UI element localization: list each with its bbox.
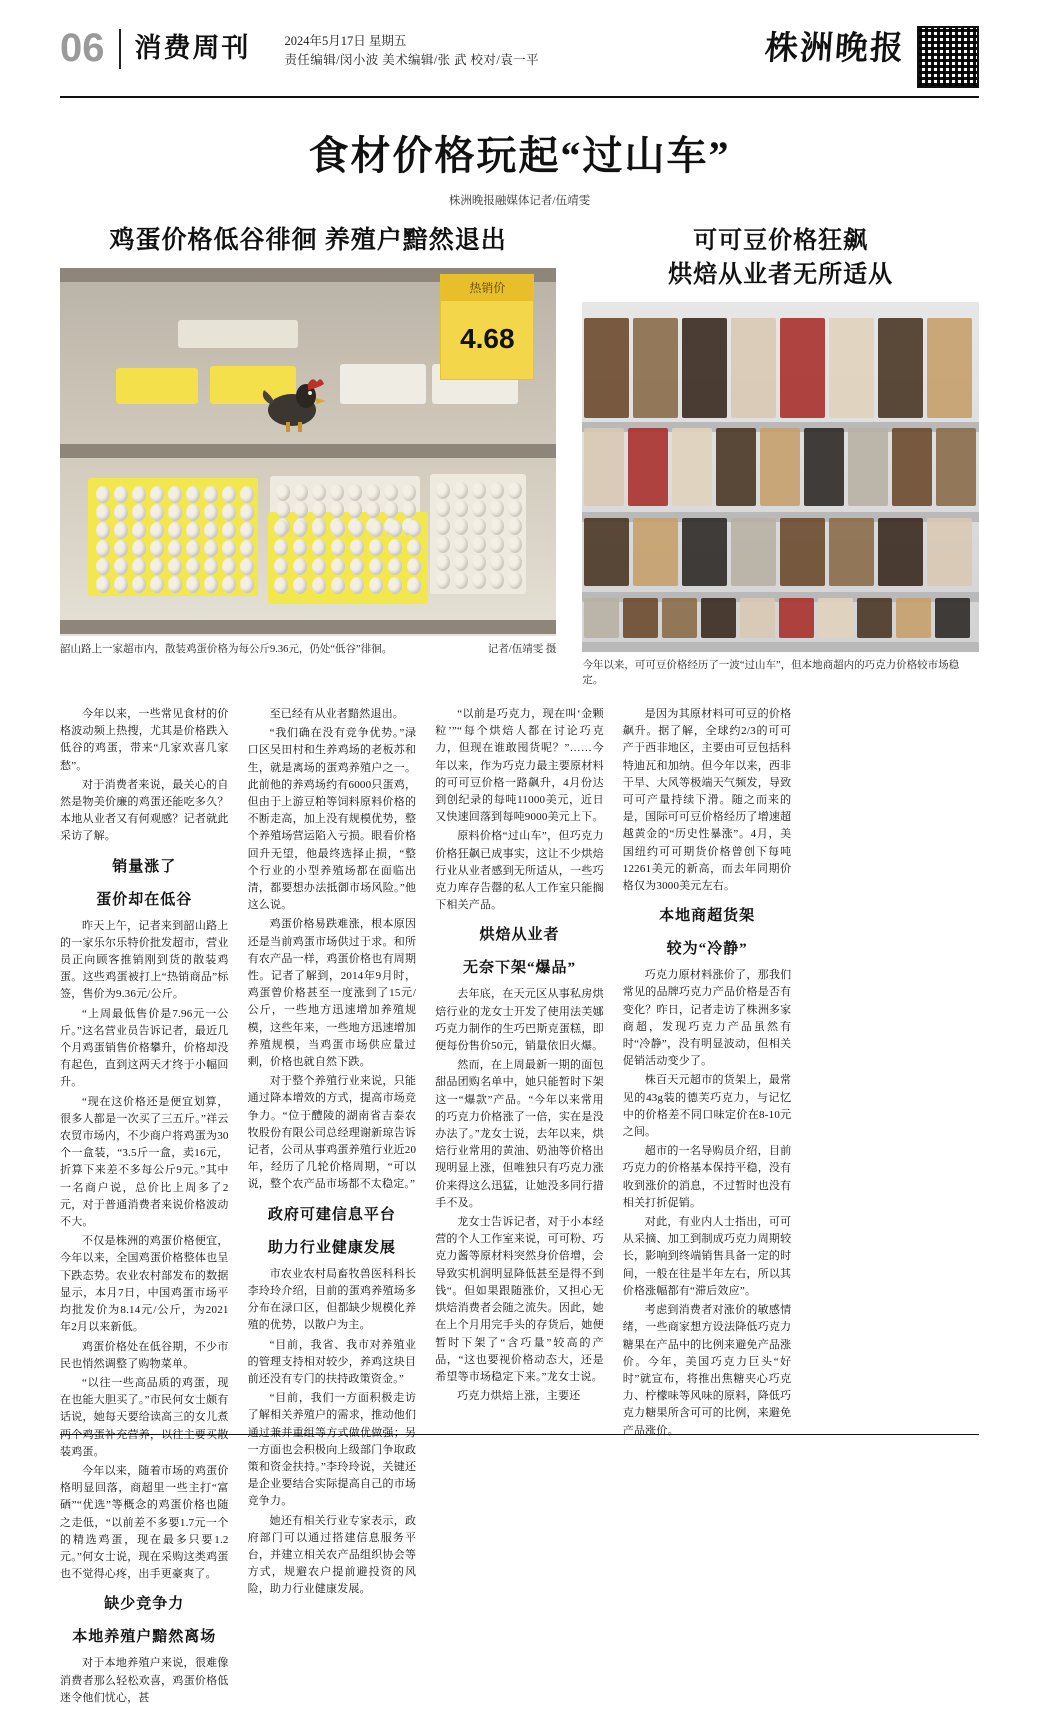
paper-logo: 株洲晚报 [763, 31, 907, 67]
article-paragraph: 对于本地养殖户来说，很难像消费者那么轻松欢喜，鸡蛋价格低迷令他们忧心，甚 [60, 1657, 229, 1704]
masthead [60, 26, 979, 90]
left-photo-credit: 记者/伍靖雯 摄 [487, 644, 557, 655]
article-paragraph: 巧克力烘焙上涨，主要还 [457, 1390, 581, 1403]
left-subheadline: 鸡蛋价格低谷徘徊 养殖户黯然退出 [109, 227, 507, 254]
article-paragraph: “以往一些高品质的鸡蛋，现在也能大胆买了。”市民何女士颇有话说，她每天要给读高三的女儿煮两个鸡蛋补充营养，以往主要买散装鸡蛋。 [60, 1376, 229, 1458]
article-paragraph: 去年底，在天元区从事私房烘焙行业的龙女士开发了使用法芙娜巧克力制作的生巧巴斯克蛋糕，即便每份售价50元，销量依旧火爆。 [435, 988, 604, 1053]
masthead-meta [251, 26, 539, 70]
right-subheadline-1: 可可豆价格狂飙 [693, 228, 869, 254]
section-subtitle: 销量涨了 [112, 858, 177, 875]
article-paragraph: 是因为其原材料可可豆的价格飙升。据了解，全球约2/3的可可产于西非地区，主要由可豆包括科特迪瓦和加纳。但今年以来，西非干旱、大风等极端天气频发，导致可可产量持续下滑。随之而来的是，国际可可豆价格经历了增速超越黄金的“历史性暴涨”。4月，美国纽约可可期货价格曾创下每吨12261美元的新高，而去年同期价格仅为3000美元左右。 [622, 708, 792, 893]
article-paragraph: 鸡蛋价格处在低谷期，不少市民也悄然调整了购物菜单。 [60, 1340, 229, 1370]
article-paragraph: “目前，我们一方面积极走访了解相关养殖户的需求，推动他们通过兼并重组等方式做优做强；另一方面也会积极向上级部门争取政策和资金扶持。”李玲玲说，关键还是企业要结合实际提高自己的市场竞争力。 [247, 1392, 417, 1508]
price-tag-label: 热销价 [441, 275, 533, 301]
article-paragraph: 鸡蛋价格易跌难涨，根本原因还是当前鸡蛋市场供过于求。和所有农产品一样，鸡蛋价格也有周期性。记者了解到，2014年9月时，鸡蛋曾价格甚至一度涨到了15元/公斤，一些地方迅速增加养殖规模，这些年来，一些地方迅速增加养殖规模，当鸡蛋市场供应量过剩，价格也就自然下跌。 [247, 918, 417, 1069]
section-subtitle: 无奈下架“爆品” [462, 960, 576, 977]
article-paragraph: 今年以来，随着市场的鸡蛋价格明显回落，商超里一些主打“富硒”“优选”等概念的鸡蛋价格也随之走低，“以前差不多要1.7元一个的精选鸡蛋，现在最多只要1.2元。”何女士说，现在采购这类鸡蛋也不觉得心疼，出手更豪爽了。 [60, 1464, 229, 1581]
qr-code-icon[interactable] [917, 26, 979, 88]
article-paragraph: 株百天元超市的货架上，最常见的43g装的德芙巧克力，与记忆中的价格差不同口味定价在8-10元之间。 [622, 1074, 792, 1139]
right-subheadline-2: 烘焙从业者无所适从 [668, 262, 894, 288]
editor-credits: 责任编辑/闵小波 美术编辑/张 武 校对/袁一平 [284, 53, 539, 67]
article-paragraph: “目前，我省、我市对养殖业的管理支持相对较少，养鸡这块目前还没有专门的扶持政策资金。” [247, 1338, 417, 1385]
article-paragraph: 昨天上午，记者来到韶山路上的一家乐尔乐特价批发超市，营业员正向顾客推销刚到货的散装鸡蛋。这些鸡蛋被打上“热销商品”标签，售价为9.36元/公斤。 [60, 919, 229, 1001]
article-body [60, 706, 979, 1709]
masthead-left [60, 26, 539, 70]
article-paragraph: 龙女士告诉记者，对于小本经营的个人工作室来说，可可粉、巧克力酱等原材料突然身价倍增，会导致实机润明显降低甚至是得不到钱“。但如果跟随涨价，又担心无烘焙消费者会随之流失。因此，她在上个月用完手头的存货后，她便暂时下架了“含巧量”较高的产品，“这也要视价格动态大，还是希望等市场稳定下来。”龙女士说。 [435, 1216, 604, 1383]
rooster-figure [256, 364, 330, 438]
page-number: 06 [60, 26, 105, 70]
article-paragraph: 她还有相关行业专家表示，政府部门可以通过搭建信息服务平台，并建立相关农产品组织协会等方式，规避农户提前避投资的风险，助力行业健康发展。 [247, 1514, 417, 1596]
article-paragraph: “现在这价格还是便宜划算，很多人都是一次买了三五斤。”祥云农贸市场内，不少商户将鸡蛋为30个一盒装，“3.5斤一盒，卖16元，折算下来差不多每公斤9元。”其中一名商户说，总价比上周多了2元，对于普通消费者来说价格波动不大。 [60, 1095, 229, 1229]
byline: 株洲晚报融媒体记者/伍靖雯 [448, 195, 591, 207]
article-paragraph: 今年以来，一些常见食材的价格波动频上热搜，尤其是价格跌入低谷的鸡蛋，带来“几家欢喜几家愁”。 [60, 708, 229, 772]
article-paragraph: “以前是巧克力，现在叫‘金颗粒’”“每个烘焙人都在讨论巧克力，但现在谁敢囤货呢？”……今年以来，作为巧克力最主要原材料的可可豆价格一路飙升，4月份达到创纪录的每吨11000美元，近日又快速回落到每吨9000美元上下。 [435, 708, 604, 824]
column-3 [435, 706, 604, 1709]
left-photo-caption: 记者/伍靖雯 摄 韶山路上一家超市内，散装鸡蛋价格为每公斤9.36元，仍处“低谷”徘徊。 [60, 644, 557, 655]
section-subtitle: 烘焙从业者 [479, 927, 560, 944]
chocolate-shelf-photo [582, 302, 979, 652]
column-2 [248, 706, 417, 1709]
publish-date: 2024年5月17日 星期五 [284, 34, 407, 48]
egg-shelf-photo [60, 268, 556, 636]
right-story-header [582, 224, 979, 688]
footer-rule [60, 1434, 979, 1435]
article-paragraph: 对于消费者来说，最关心的自然是物美价廉的鸡蛋还能吃多久？本地从业者又有何观感？记者就此采访了解。 [60, 778, 229, 843]
right-photo-caption: 今年以来，可可豆价格经历了一波“过山车”，但本地商超内的巧克力价格较市场稳定。 [582, 660, 960, 686]
article-paragraph: 对此，有业内人士指出，可可从采摘、加工到制成巧克力周期较长，影响到终端销售具备一定的时间，一般在往是半年左右，所以其价格涨幅都有“滞后效应”。 [622, 1216, 792, 1297]
article-paragraph: 至已经有从业者黯然退出。 [269, 708, 404, 720]
article-paragraph: “上周最低售价是7.96元一公斤。”这名营业员告诉记者，最近几个月鸡蛋销售价格攀升，价格却没有起色，直到这两天才终于小幅回升。 [60, 1007, 229, 1089]
article-paragraph: 然而，在上周最新一期的面包甜品团购名单中，她只能暂时下架这一“爆款”产品。“今年以来常用的巧克力价格涨了一倍，实在是没办法了。”龙女士说，去年以来，烘焙行业常用的黄油、奶油等价格出现明显上涨，但唯独只有巧克力涨价来得这么迅猛，让她没多同行措手不及。 [435, 1059, 604, 1209]
section-subtitle: 本地养殖户黯然离场 [72, 1629, 217, 1646]
column-4 [623, 706, 792, 1709]
left-story-header [60, 224, 556, 688]
section-title: 消费周刊 [134, 33, 251, 63]
column-1 [60, 706, 229, 1709]
section-subtitle: 政府可建信息平台 [267, 1206, 396, 1223]
article-paragraph: 巧克力原材料涨价了，那我们常见的品牌巧克力产品价格是否有变化？昨日，记者走访了株洲多家商超，发现巧克力产品虽然有时“冷静”，没有明显波动，但相关促销活动变少了。 [622, 969, 792, 1068]
page-title: 食材价格玩起“过山车” [308, 133, 731, 178]
section-subtitle: 较为“冷静” [666, 941, 748, 958]
masthead-right [765, 26, 979, 88]
article-paragraph: 考虑到消费者对涨价的敏感情绪，一些商家想方设法降低巧克力糖果在产品中的比例来避免产品涨价。今年，美国巧克力巨头“好时”就宣布，将推出焦糖夹心巧克力、柠檬味等风味的原料，降低巧克力糖果所含可可的比例，来避免产品涨价。 [622, 1304, 792, 1437]
article-paragraph: 对于整个养殖行业来说，只能通过降本增效的方式，提高市场竞争力。“位于醴陵的湖南省吉泰农牧股份有限公司总经理谢新琼告诉记者，公司从事鸡蛋养殖行业近20年，经历了几轮价格周期，“可以说，整个农产品市场都不太稳定。” [247, 1075, 417, 1191]
photo-area [60, 224, 979, 688]
section-subtitle: 本地商超货架 [659, 908, 756, 925]
section-subtitle: 助力行业健康发展 [267, 1239, 396, 1256]
masthead-rule [60, 96, 979, 98]
article-paragraph: 原料价格“过山车”，但巧克力价格狂飙已成事实，这让不少烘焙行业从业者感到无所适从，一些巧克力库存告罄的私人工作室只能搁下相关产品。 [435, 830, 604, 912]
article-paragraph: 市农业农村局畜牧兽医科科长李玲玲介绍，目前的蛋鸡养殖场多分布在渌口区，但都缺少规模化养殖的优势，以散户为主。 [247, 1267, 417, 1332]
price-tag-value: 4.68 [460, 323, 515, 354]
section-subtitle: 缺少竞争力 [104, 1596, 185, 1613]
article-paragraph: 超市的一名导购员介绍，目前巧克力的价格基本保持平稳，没有收到涨价的消息，不过暂时也没有相关打折促销。 [622, 1145, 792, 1209]
price-tag [440, 274, 534, 380]
article-paragraph: “我们确在没有竞争优势。”渌口区吴田村和生养鸡场的老板苏和生，就是离场的蛋鸡养殖户之一。此前他的养鸡场约有6000只蛋鸡，但由于上游豆粕等饲料原料价格的不断走高，加上没有规模优势，整个养殖场营运陷入亏损。眼看价格回升无望，他最终选择止损，“整个行业的小型养殖场都在面临出清，都要想办法抵御市场风险。”他这么说。 [247, 727, 417, 912]
column-5 [810, 706, 979, 1709]
article-paragraph: 不仅是株洲的鸡蛋价格便宜，今年以来，全国鸡蛋价格整体也呈下跌态势。农业农村部发布的数据显示，本月7日，中国鸡蛋市场平均批发价为8.14元/公斤，为2021年2月以来新低。 [60, 1235, 229, 1334]
section-subtitle: 蛋价却在低谷 [96, 891, 193, 908]
